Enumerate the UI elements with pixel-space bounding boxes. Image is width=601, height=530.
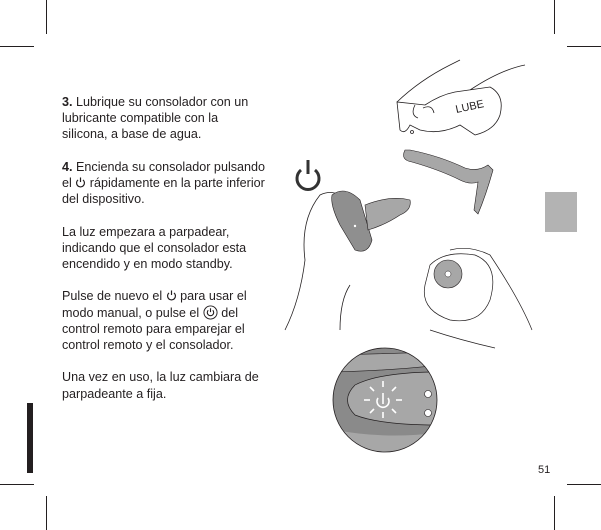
paragraph-use: Una vez en uso, la luz cambiara de parpadeante a fija. xyxy=(62,370,259,401)
power-symbol-large xyxy=(297,160,319,189)
plug-illustration xyxy=(404,150,493,214)
lube-hand-illustration xyxy=(397,60,525,135)
hand-holding-plug-illustration xyxy=(285,191,410,330)
step-text: Lubrique su consolador con un lubricante compatible con la silicona, a base de agua. xyxy=(62,95,249,142)
page-number: 51 xyxy=(538,464,551,476)
step-text: rápidamente en la parte inferior del dispositivo. xyxy=(62,176,265,207)
text: del control remoto para emparejar el control remoto y el consolador. xyxy=(62,305,245,352)
text: Pulse de nuevo el xyxy=(62,289,166,304)
paragraph-light: La luz empezara a parpadear, indicando que el consolador esta encendido y en modo standby. xyxy=(62,224,247,271)
text: para usar el modo manual, o pulse el xyxy=(62,289,247,320)
step-text: Encienda su consolador pulsando el xyxy=(62,159,266,190)
hand-holding-remote-illustration xyxy=(424,248,532,348)
lube-label: LUBE xyxy=(454,98,486,116)
light-detail-illustration xyxy=(330,345,440,455)
step-number: 4. xyxy=(62,159,73,174)
step-number: 3. xyxy=(62,95,73,109)
